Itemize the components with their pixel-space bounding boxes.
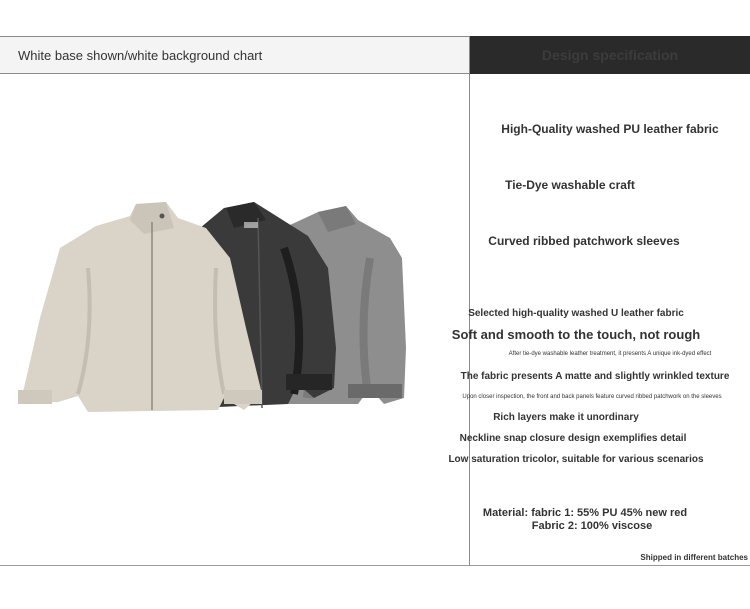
detail-line: Soft and smooth to the touch, not rough (451, 327, 701, 342)
header-right-title (470, 36, 750, 74)
detail-line: After tie-dye washable leather treatment, it presents A unique ink-dyed effect (508, 351, 712, 357)
detail-line: Rich layers make it unordinary (493, 412, 639, 423)
feature-item: High-Quality washed PU leather fabric (501, 122, 719, 136)
detail-line: Upon closer inspection, the front and back panels feature curved ribbed patchwork on the sleeves (462, 394, 722, 400)
detail-line: Neckline snap closure design exemplifies detail (459, 433, 687, 444)
feature-item: Curved ribbed patchwork sleeves (488, 234, 680, 248)
material-line: Fabric 2: 100% viscose (531, 520, 653, 532)
header-right-text: Design specification (541, 47, 679, 63)
feature-item: Tie-Dye washable craft (505, 178, 635, 192)
header-left-title (0, 36, 470, 74)
shipping-note: Shipped in different batches (640, 553, 748, 562)
bottom-divider (0, 565, 750, 566)
detail-line: Low saturation tricolor, suitable for various scenarios (448, 454, 704, 465)
header-left-text: White base shown/white background chart (18, 47, 263, 63)
column-divider (469, 74, 470, 565)
material-line: Material: fabric 1: 55% PU 45% new red (482, 507, 688, 519)
product-image-jackets (18, 198, 410, 420)
detail-line: The fabric presents A matte and slightly wrinkled texture (460, 371, 730, 382)
detail-line: Selected high-quality washed U leather fabric (468, 308, 684, 319)
